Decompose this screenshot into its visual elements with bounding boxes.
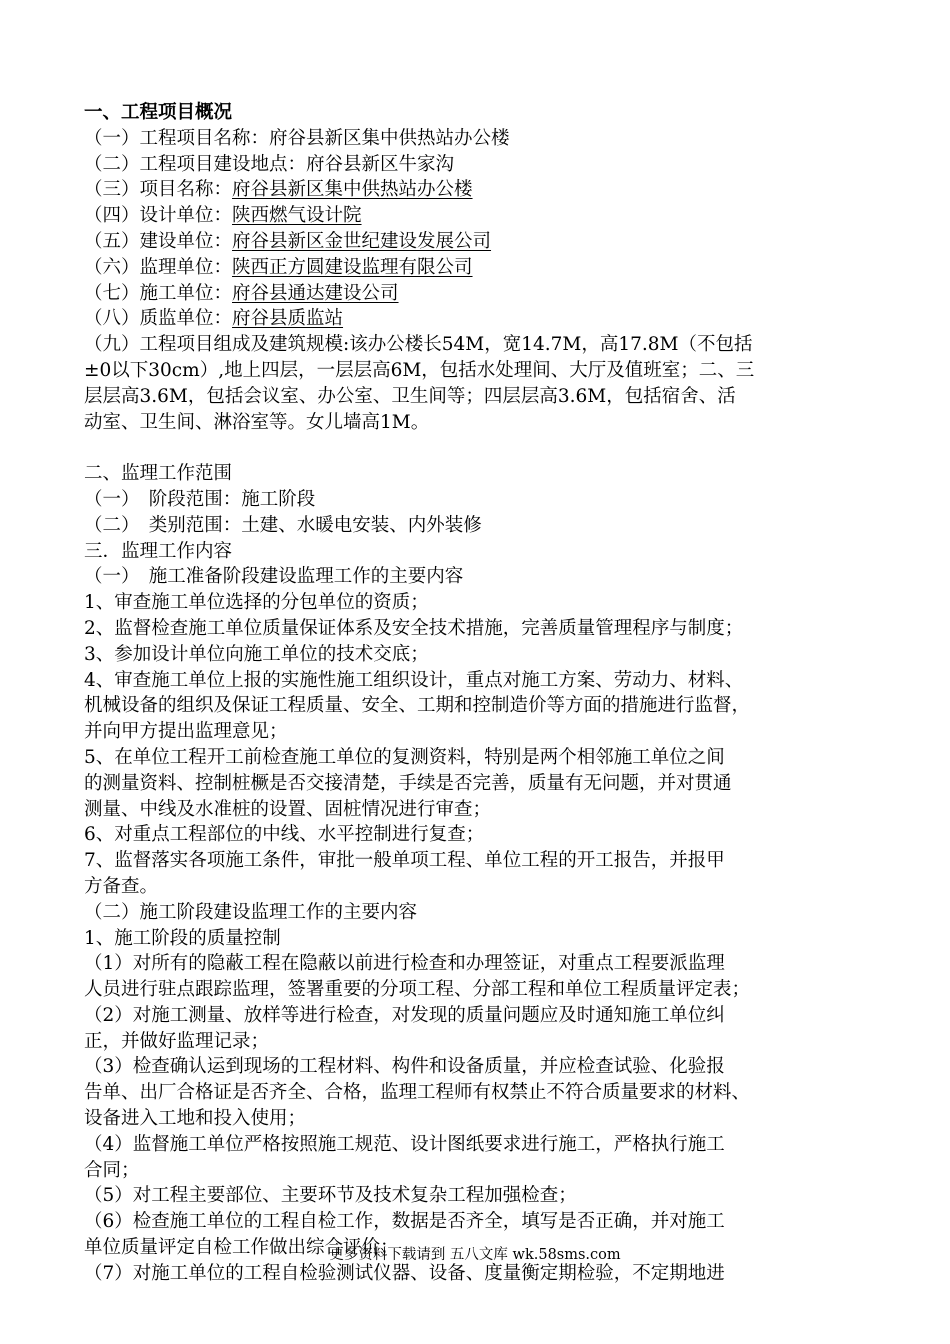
text-line: 并向甲方提出监理意见； (84, 721, 288, 743)
project-item: （五）建设单位：府谷县新区金世纪建设发展公司 (84, 230, 492, 252)
project-item: （八）质监单位：府谷县质监站 (84, 308, 344, 330)
text-line: 正，并做好监理记录； (84, 1030, 270, 1052)
section-heading: 一、工程项目概况 (84, 102, 233, 123)
text-line: 合同； (84, 1159, 140, 1181)
text-line: （二）施工阶段建设监理工作的主要内容 (84, 901, 418, 923)
text-line: 二、监理工作范围 (84, 463, 233, 485)
text-line: 1、施工阶段的质量控制 (84, 927, 281, 949)
text-line: 设备进入工地和投入使用； (84, 1108, 307, 1130)
text-line: （二） 类别范围：土建、水暖电安装、内外装修 (84, 514, 482, 536)
text-line: 人员进行驻点跟踪监理，签署重要的分项工程、分部工程和单位工程质量评定表； (84, 979, 751, 1001)
text-line: （一） 阶段范围：施工阶段 (84, 488, 316, 510)
text-line: 5、在单位工程开工前检查施工单位的复测资料，特别是两个相邻施工单位之间 (84, 746, 725, 768)
text-line: 方备查。 (84, 875, 159, 897)
text-line: （6）检查施工单位的工程自检工作，数据是否齐全，填写是否正确，并对施工 (84, 1211, 725, 1233)
text-line: 4、审查施工单位上报的实施性施工组织设计，重点对施工方案、劳动力、材料、 (84, 669, 744, 691)
project-item: （六）监理单位：陕西正方圆建设监理有限公司 (84, 256, 473, 278)
project-item: （一）工程项目名称：府谷县新区集中供热站办公楼 (84, 127, 510, 149)
project-item: （三）项目名称：府谷县新区集中供热站办公楼 (84, 179, 473, 201)
text-line: 7、监督落实各项施工条件，审批一般单项工程、单位工程的开工报告，并报甲 (84, 850, 725, 872)
project-item: （七）施工单位：府谷县通达建设公司 (84, 282, 399, 304)
text-line: 机械设备的组织及保证工程质量、安全、工期和控制造价等方面的措施进行监督， (84, 695, 751, 717)
text-line: （2）对施工测量、放样等进行检查，对发现的质量问题应及时通知施工单位纠 (84, 1004, 725, 1026)
text-line: 测量、中线及水准桩的设置、固桩情况进行审查； (84, 798, 492, 820)
text-line: （5）对工程主要部位、主要环节及技术复杂工程加强检查； (84, 1185, 577, 1207)
project-item: （二）工程项目建设地点：府谷县新区牛家沟 (84, 153, 455, 175)
text-line: 6、对重点工程部位的中线、水平控制进行复查； (84, 824, 485, 846)
project-item: （四）设计单位：陕西燃气设计院 (84, 205, 362, 227)
text-line: 的测量资料、控制桩橛是否交接清楚，手续是否完善，质量有无问题，并对贯通 (84, 772, 732, 794)
text-line: （4）监督施工单位严格按照施工规范、设计图纸要求进行施工，严格执行施工 (84, 1133, 725, 1155)
scale-line: 层层高3.6M，包括会议室、办公室、卫生间等；四层层高3.6M，包括宿舍、活 (84, 385, 736, 407)
document-page (84, 100, 884, 1287)
text-line: 告单、出厂合格证是否齐全、合格，监理工程师有权禁止不符合质量要求的材料、 (84, 1082, 751, 1104)
text-line: 三．监理工作内容 (84, 540, 233, 562)
text-line: 1、审查施工单位选择的分包单位的资质； (84, 592, 429, 614)
scale-line: ±0以下30cm）,地上四层，一层层高6M，包括水处理间、大厅及值班室；二、三 (84, 359, 755, 381)
text-line: （一） 施工准备阶段建设监理工作的主要内容 (84, 566, 464, 588)
text-line: （7）对施工单位的工程自检验测试仪器、设备、度量衡定期检验，不定期地进 (84, 1262, 725, 1284)
text-line: 单位质量评定自检工作做出综合评价； (84, 1237, 399, 1259)
text-line: （1）对所有的隐蔽工程在隐蔽以前进行检查和办理签证，对重点工程要派监理 (84, 953, 725, 975)
scale-line: （九）工程项目组成及建筑规模:该办公楼长54M，宽14.7M，高17.8M（不包括 (84, 334, 753, 356)
scale-line: 动室、卫生间、淋浴室等。女儿墙高1M。 (84, 411, 430, 433)
body-text (84, 461, 884, 1287)
footer-note: 更多资料下载请到 五八文库 wk.58sms.com (329, 1247, 621, 1263)
blank-line (84, 435, 884, 461)
text-line: （3）检查确认运到现场的工程材料、构件和设备质量，并应检查试验、化验报 (84, 1056, 725, 1078)
text-line: 3、参加设计单位向施工单位的技术交底； (84, 643, 429, 665)
text-line: 2、监督检查施工单位质量保证体系及安全技术措施，完善质量管理程序与制度； (84, 617, 744, 639)
